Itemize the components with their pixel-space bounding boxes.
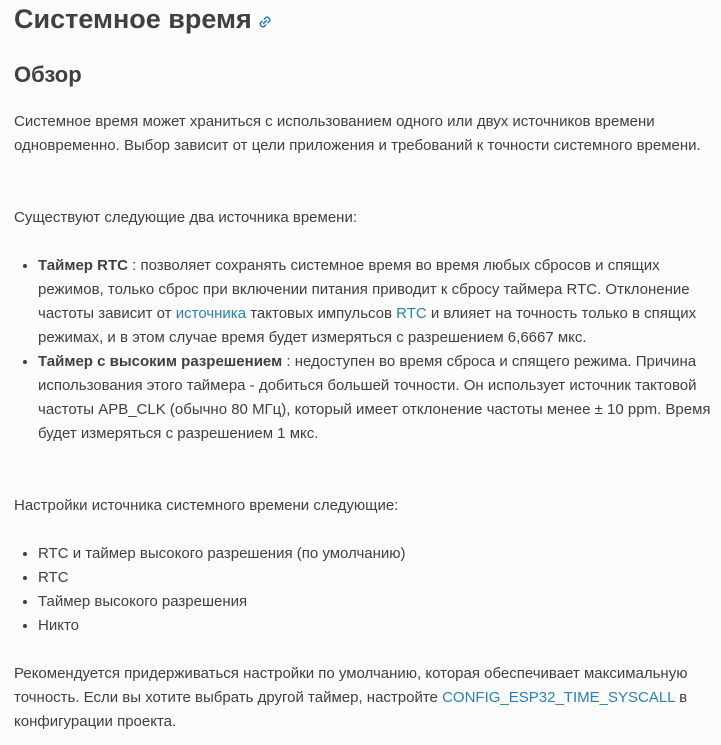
source-description: и влияет на точность только в спящих режимах, и в этом случае время будет измеряться с разрешением 6,6667 мкс. (38, 305, 697, 346)
source-description: : позволяет сохранять системное время во время любых сбросов и спящих режимов, только сброс при включении питания приводит к сбросу таймера RTC. Отклонение частоты зависит от (38, 257, 690, 322)
recommendation-text: Рекомендуется придерживаться настройки по умолчанию, которая обеспечивает максимальную точность. Если вы хотите выбрать другой таймер, настройте (14, 665, 688, 706)
section-heading: Обзор (14, 62, 82, 87)
source-name: Таймер RTC (38, 257, 128, 274)
source-description: тактовых импульсов (246, 305, 397, 322)
list-item (38, 350, 714, 446)
page-title-text: Системное время (14, 4, 252, 34)
list-item: • RTC и таймер высокого разрешения (по умолчанию) (38, 542, 714, 566)
options-list (14, 542, 714, 638)
page-title (14, 2, 272, 36)
list-item: • RTC (38, 566, 714, 590)
config-option-link[interactable]: CONFIG_ESP32_TIME_SYSCALL (442, 689, 675, 706)
source-description: : недоступен во время сброса и спящего режима. Причина использования этого таймера - добиться большей точности. Он использует источник тактовой частоты APB_CLK (обычно 80 МГц), который имеет отклонение частоты менее ± 10 ppm. Время будет измеряться с разрешением 1 мкс. (38, 353, 711, 442)
intro-paragraph: Системное время может храниться с использованием одного или двух источников времени одновременно. Выбор зависит от цели приложения и требований к точности системного времени. (14, 113, 701, 154)
sources-intro: Существуют следующие два источника времени: (14, 209, 357, 226)
clock-source-link[interactable]: источника (175, 305, 247, 322)
link-icon[interactable] (258, 15, 272, 29)
list-item (38, 254, 714, 350)
list-item: • Таймер высокого разрешения (38, 590, 714, 614)
recommendation-paragraph (14, 662, 714, 734)
recommendation-text: в конфигурации проекта. (14, 689, 688, 730)
source-name: Таймер с высоким разрешением (38, 353, 283, 370)
rtc-link[interactable]: RTC (396, 305, 427, 322)
list-item: • Никто (38, 614, 714, 638)
options-intro: Настройки источника системного времени следующие: (14, 497, 399, 514)
sources-list (14, 254, 714, 446)
